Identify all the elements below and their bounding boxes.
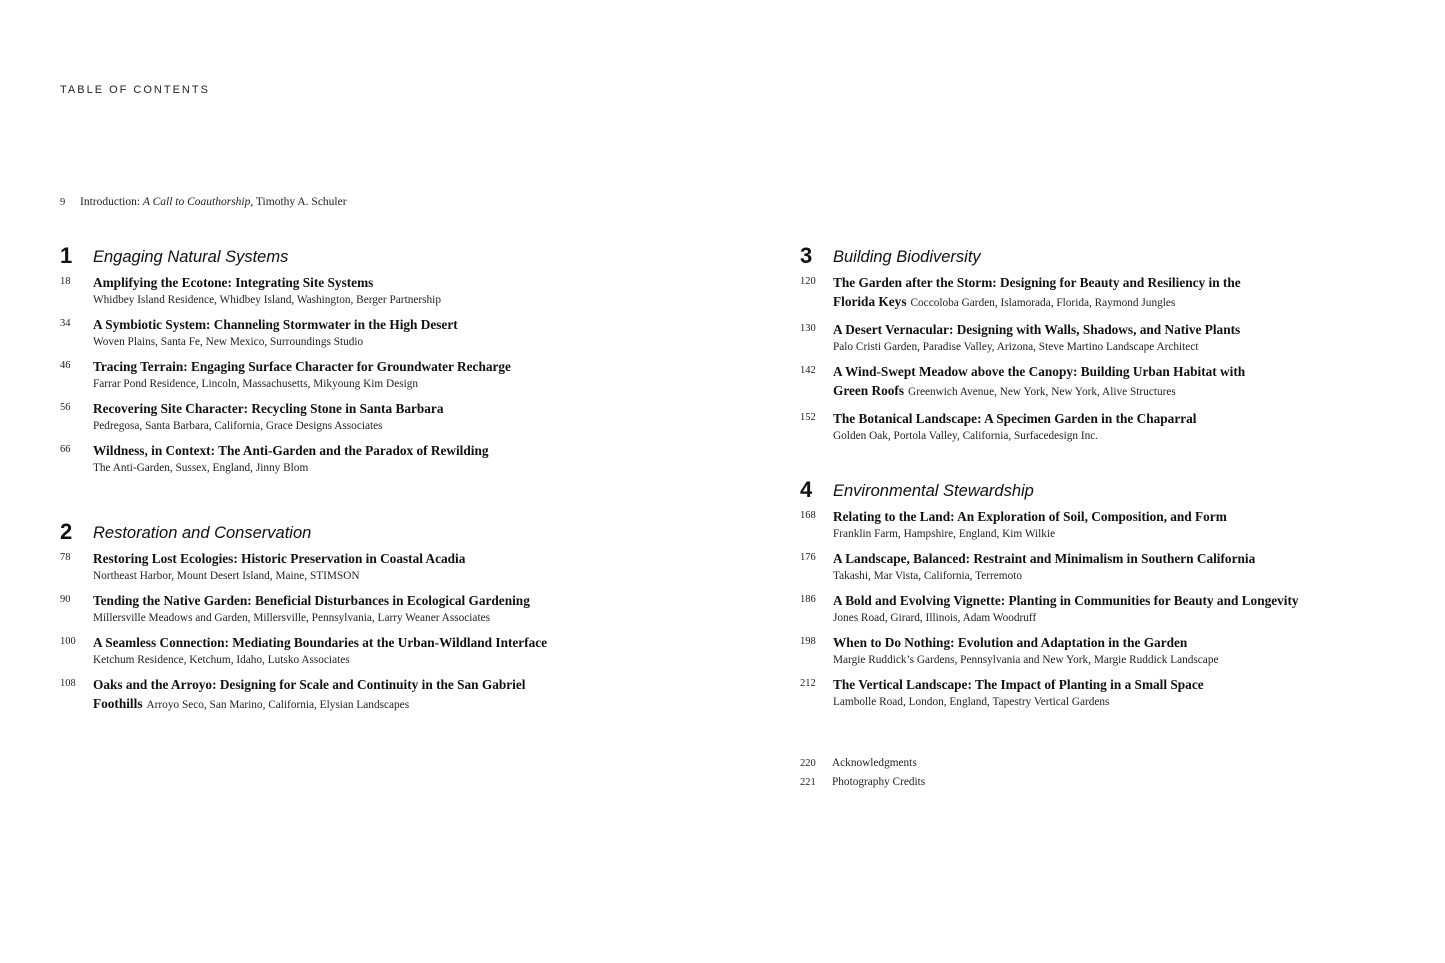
toc-entry[interactable] — [800, 675, 1380, 710]
backmatter-page-number: 221 — [800, 777, 816, 788]
entry-title: A Symbiotic System: Channeling Stormwater in the High Desert — [93, 317, 458, 332]
toc-entry[interactable] — [800, 549, 1380, 584]
toc-entry[interactable] — [60, 675, 680, 715]
entry-page-number: 176 — [800, 552, 816, 563]
toc-entry[interactable] — [800, 273, 1380, 313]
entry-title-line-1: Oaks and the Arroyo: Designing for Scale and Continuity in the San Gabriel — [93, 677, 526, 692]
entry-page-number: 78 — [60, 552, 71, 563]
backmatter-photography-credits[interactable] — [800, 776, 925, 795]
entry-title: The Vertical Landscape: The Impact of Planting in a Small Space — [833, 677, 1204, 692]
entry-page-number: 18 — [60, 276, 71, 287]
entry-page-number: 90 — [60, 594, 71, 605]
toc-entry[interactable] — [60, 633, 680, 668]
entry-page-number: 152 — [800, 412, 816, 423]
toc-entry[interactable] — [800, 633, 1380, 668]
entry-subtitle: Northeast Harbor, Mount Desert Island, Maine, STIMSON — [93, 570, 360, 582]
toc-entry[interactable] — [800, 320, 1380, 355]
entry-title-continued: Green Roofs — [833, 383, 905, 398]
section-number: 3 — [800, 243, 813, 268]
toc-entry[interactable] — [60, 549, 680, 584]
entry-title-line-2 — [833, 381, 1380, 402]
entry-title: Restoring Lost Ecologies: Historic Preservation in Coastal Acadia — [93, 551, 466, 566]
backmatter-page-number: 220 — [800, 758, 816, 769]
entry-page-number: 66 — [60, 444, 71, 455]
entry-page-number: 168 — [800, 510, 816, 521]
entry-title: Tracing Terrain: Engaging Surface Character for Groundwater Recharge — [93, 359, 511, 374]
section-1 — [60, 243, 680, 483]
section-heading — [800, 477, 1380, 507]
backmatter-label: Photography Credits — [832, 776, 926, 788]
entry-page-number: 120 — [800, 276, 816, 287]
entry-title-continued: Foothills — [93, 696, 143, 711]
entry-title-line-1: The Garden after the Storm: Designing for Beauty and Resiliency in the — [833, 275, 1241, 290]
toc-entry[interactable] — [60, 357, 680, 392]
intro-title: A Call to Coauthorship — [142, 196, 251, 208]
intro-prefix: Introduction: — [80, 196, 143, 208]
section-number: 4 — [800, 477, 813, 502]
section-3 — [800, 243, 1380, 451]
toc-entry[interactable] — [60, 441, 680, 476]
entry-subtitle: Pedregosa, Santa Barbara, California, Grace Designs Associates — [93, 420, 383, 432]
entry-title: A Bold and Evolving Vignette: Planting in Communities for Beauty and Longevity — [833, 593, 1299, 608]
entry-title-continued: Florida Keys — [833, 294, 907, 309]
backmatter-list — [800, 757, 925, 795]
toc-heading: TABLE OF CONTENTS — [60, 84, 210, 96]
entry-title: A Seamless Connection: Mediating Boundaries at the Urban-Wildland Interface — [93, 635, 548, 650]
intro-page-number: 9 — [60, 197, 66, 208]
entry-page-number: 100 — [60, 636, 76, 647]
entry-subtitle: Woven Plains, Santa Fe, New Mexico, Surroundings Studio — [93, 336, 364, 348]
entry-subtitle: Lambolle Road, London, England, Tapestry Vertical Gardens — [833, 696, 1110, 708]
entry-title: Wildness, in Context: The Anti-Garden and the Paradox of Rewilding — [93, 443, 489, 458]
toc-entry[interactable] — [800, 362, 1380, 402]
entry-title: Amplifying the Ecotone: Integrating Site Systems — [93, 275, 374, 290]
entry-title-line-2 — [833, 292, 1380, 313]
entry-title: When to Do Nothing: Evolution and Adaptation in the Garden — [833, 635, 1188, 650]
section-title: Building Biodiversity — [833, 248, 981, 266]
intro-author: , Timothy A. Schuler — [250, 196, 347, 208]
toc-entry[interactable] — [800, 507, 1380, 542]
entry-title: Relating to the Land: An Exploration of Soil, Composition, and Form — [833, 509, 1227, 524]
entry-title: Recovering Site Character: Recycling Stone in Santa Barbara — [93, 401, 444, 416]
section-4 — [800, 477, 1380, 717]
toc-entry[interactable] — [800, 409, 1380, 444]
entry-title-line-2 — [93, 694, 680, 715]
toc-entry[interactable] — [60, 315, 680, 350]
entry-subtitle: Franklin Farm, Hampshire, England, Kim Wilkie — [833, 528, 1056, 540]
entry-title: A Desert Vernacular: Designing with Walls, Shadows, and Native Plants — [833, 322, 1241, 337]
entry-page-number: 34 — [60, 318, 71, 329]
toc-entry[interactable] — [60, 273, 680, 308]
section-title: Restoration and Conservation — [93, 524, 312, 542]
toc-entry[interactable] — [800, 591, 1380, 626]
entry-title: Tending the Native Garden: Beneficial Disturbances in Ecological Gardening — [93, 593, 530, 608]
entry-title-line-1: A Wind-Swept Meadow above the Canopy: Building Urban Habitat with — [833, 364, 1246, 379]
entry-subtitle: Farrar Pond Residence, Lincoln, Massachusetts, Mikyoung Kim Design — [93, 378, 419, 390]
entry-page-number: 198 — [800, 636, 816, 647]
section-number: 1 — [60, 243, 73, 268]
entry-subtitle: Takashi, Mar Vista, California, Terremoto — [833, 570, 1023, 582]
entry-subtitle: Palo Cristi Garden, Paradise Valley, Arizona, Steve Martino Landscape Architect — [833, 341, 1199, 353]
entry-page-number: 212 — [800, 678, 816, 689]
entry-subtitle: The Anti-Garden, Sussex, England, Jinny Blom — [93, 462, 309, 474]
section-title: Engaging Natural Systems — [93, 248, 289, 266]
intro-entry[interactable] — [60, 196, 347, 208]
entry-page-number: 46 — [60, 360, 71, 371]
entry-page-number: 108 — [60, 678, 76, 689]
entry-subtitle: Whidbey Island Residence, Whidbey Island, Washington, Berger Partnership — [93, 294, 441, 306]
entry-page-number: 56 — [60, 402, 71, 413]
section-heading — [60, 519, 680, 549]
entry-subtitle: Margie Ruddick’s Gardens, Pennsylvania and New York, Margie Ruddick Landscape — [833, 654, 1219, 666]
entry-subtitle: Golden Oak, Portola Valley, California, Surfacedesign Inc. — [833, 430, 1099, 442]
toc-entry[interactable] — [60, 399, 680, 434]
entry-page-number: 142 — [800, 365, 816, 376]
entry-page-number: 130 — [800, 323, 816, 334]
entry-subtitle: Jones Road, Girard, Illinois, Adam Woodruff — [833, 612, 1037, 624]
entry-subtitle: Coccoloba Garden, Islamorada, Florida, Raymond Jungles — [910, 297, 1176, 309]
entry-page-number: 186 — [800, 594, 816, 605]
entry-subtitle: Greenwich Avenue, New York, New York, Alive Structures — [908, 386, 1176, 398]
section-title: Environmental Stewardship — [833, 482, 1034, 500]
entry-subtitle: Ketchum Residence, Ketchum, Idaho, Lutsko Associates — [93, 654, 350, 666]
entry-subtitle: Millersville Meadows and Garden, Millersville, Pennsylvania, Larry Weaner Associates — [93, 612, 490, 624]
entry-title: The Botanical Landscape: A Specimen Garden in the Chaparral — [833, 411, 1197, 426]
toc-entry[interactable] — [60, 591, 680, 626]
section-2 — [60, 519, 680, 722]
entry-subtitle: Arroyo Seco, San Marino, California, Elysian Landscapes — [146, 699, 410, 711]
entry-title: A Landscape, Balanced: Restraint and Minimalism in Southern California — [833, 551, 1256, 566]
backmatter-acknowledgments[interactable] — [800, 757, 925, 776]
section-heading — [800, 243, 1380, 273]
section-number: 2 — [60, 519, 73, 544]
backmatter-label: Acknowledgments — [832, 757, 917, 769]
section-heading — [60, 243, 680, 273]
